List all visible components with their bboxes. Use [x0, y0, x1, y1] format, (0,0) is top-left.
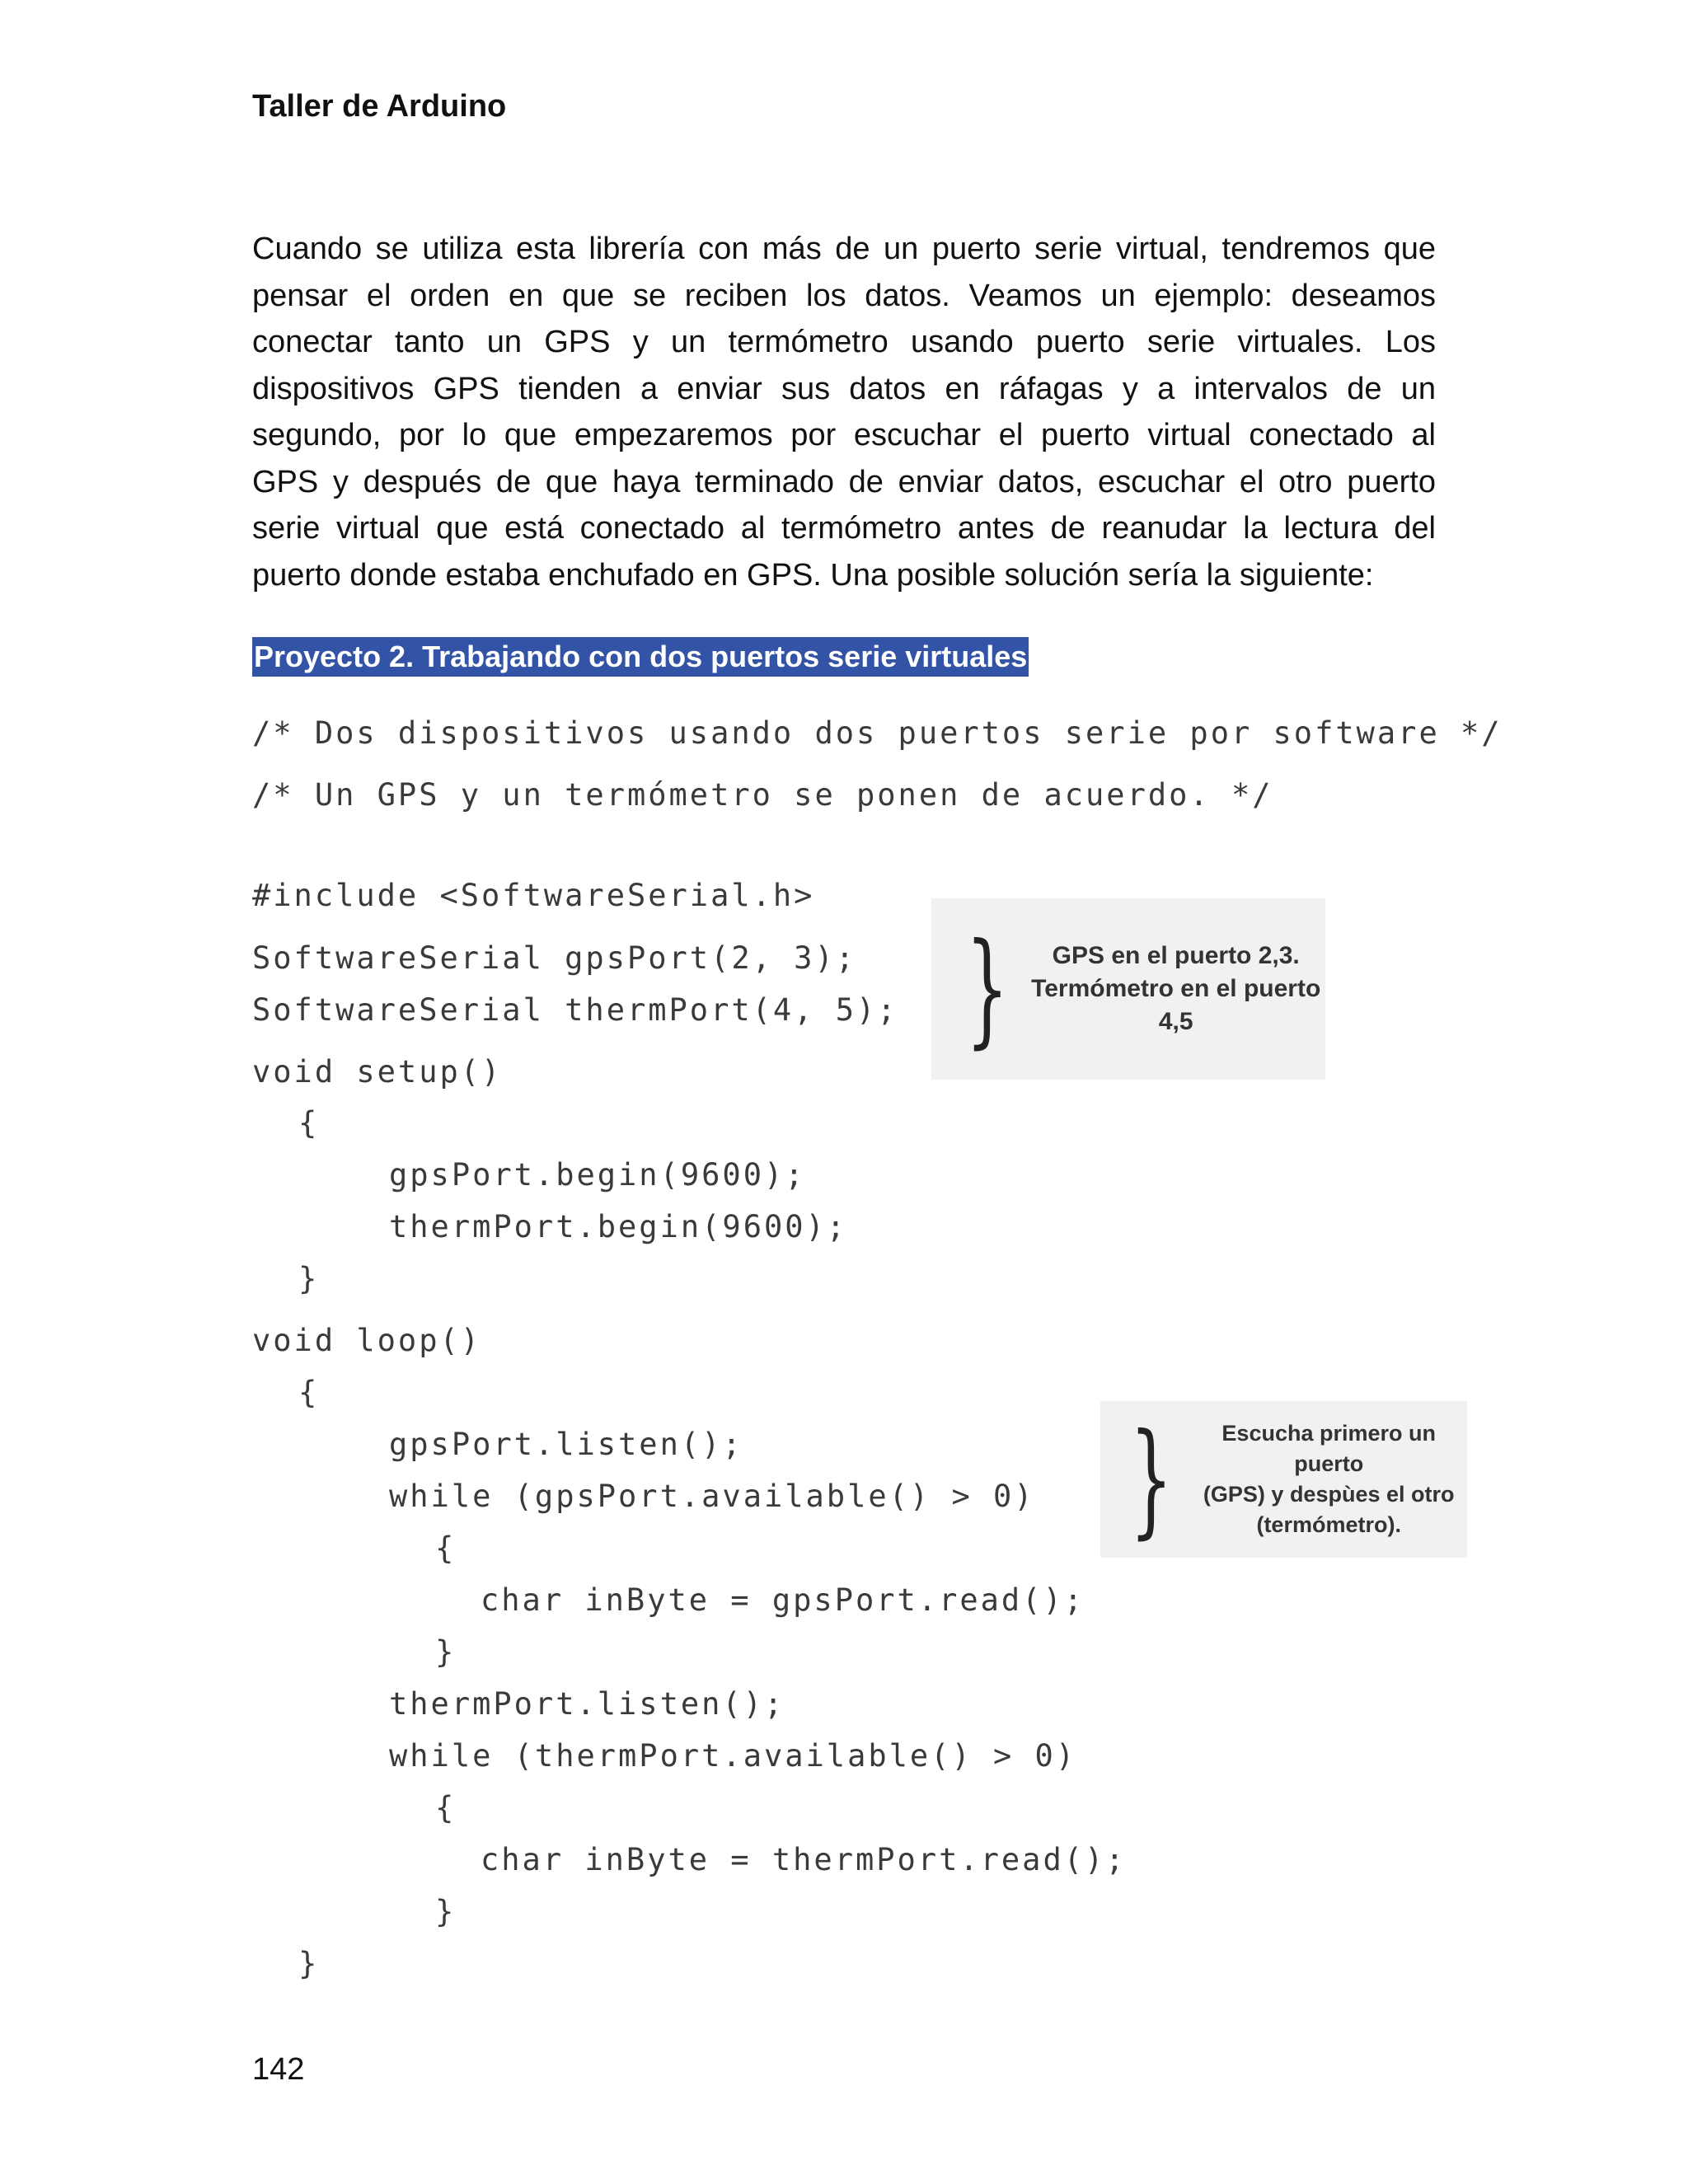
annotation-line: (termómetro).	[1256, 1512, 1401, 1537]
code-therm-declaration: SoftwareSerial thermPort(4, 5);	[252, 992, 898, 1028]
code-therm-begin: thermPort.begin(9600);	[389, 1209, 848, 1244]
code-brace: }	[298, 1261, 320, 1296]
intro-paragraph	[252, 226, 1436, 598]
paragraph-line: GPS y después de que haya terminado de enviar datos, escuchar el otro puerto	[252, 464, 1436, 499]
paragraph-line: dispositivos GPS tienden a enviar sus datos en ráfagas y a intervalos de un	[252, 371, 1436, 406]
annotation-line: GPS en el puerto 2,3.	[1052, 942, 1300, 969]
curly-brace-icon: }	[965, 917, 1009, 1061]
code-gps-begin: gpsPort.begin(9600);	[389, 1157, 806, 1193]
code-therm-read: char inByte = thermPort.read();	[481, 1842, 1127, 1877]
code-brace: {	[298, 1375, 320, 1410]
project-heading: Proyecto 2. Trabajando con dos puertos serie virtuales	[252, 637, 1029, 677]
paragraph-line: pensar el orden en que se reciben los datos. Veamos un ejemplo: deseamos	[252, 278, 1436, 313]
code-brace: }	[298, 1946, 320, 1981]
listen-annotation-text	[1190, 1418, 1467, 1540]
paragraph-line: serie virtual que está conectado al termómetro antes de reanudar la lectura del	[252, 511, 1436, 546]
code-therm-listen: thermPort.listen();	[389, 1686, 785, 1722]
code-gps-while: while (gpsPort.available() > 0)	[389, 1479, 1035, 1514]
running-header: Taller de Arduino	[252, 89, 507, 124]
listen-annotation	[1100, 1401, 1467, 1558]
code-gps-declaration: SoftwareSerial gpsPort(2, 3);	[252, 940, 857, 976]
code-brace: {	[435, 1530, 457, 1566]
curly-brace-icon: }	[1129, 1408, 1173, 1551]
code-brace: {	[298, 1105, 320, 1141]
code-loop-signature: void loop()	[252, 1323, 482, 1358]
code-brace: }	[435, 1894, 457, 1929]
code-comment: /* Dos dispositivos usando dos puertos serie por software */	[252, 715, 1503, 751]
annotation-line: Escucha primero un puerto	[1221, 1421, 1436, 1476]
paragraph-line: puerto donde estaba enchufado en GPS. Una posible solución sería la siguiente:	[252, 557, 1374, 593]
annotation-line: (GPS) y despùes el otro	[1203, 1482, 1455, 1507]
code-comment: /* Un GPS y un termómetro se ponen de acuerdo. */	[252, 777, 1273, 813]
annotation-line: Termómetro en el puerto 4,5	[1031, 975, 1321, 1035]
code-gps-read: char inByte = gpsPort.read();	[481, 1582, 1085, 1618]
code-therm-while: while (thermPort.available() > 0)	[389, 1738, 1077, 1774]
ports-annotation	[931, 898, 1325, 1080]
paragraph-line: segundo, por lo que empezaremos por escuchar el puerto virtual conectado al	[252, 418, 1436, 452]
page-number: 142	[252, 2052, 305, 2087]
paragraph-line: Cuando se utiliza esta librería con más de un puerto serie virtual, tendremos que	[252, 232, 1436, 266]
code-brace: {	[435, 1790, 457, 1825]
code-gps-listen: gpsPort.listen();	[389, 1427, 743, 1462]
paragraph-line: conectar tanto un GPS y un termómetro usando puerto serie virtuales. Los	[252, 325, 1436, 359]
code-brace: }	[435, 1634, 457, 1670]
code-include: #include <SoftwareSerial.h>	[252, 878, 815, 913]
ports-annotation-text	[1026, 940, 1325, 1038]
code-setup-signature: void setup()	[252, 1054, 503, 1090]
